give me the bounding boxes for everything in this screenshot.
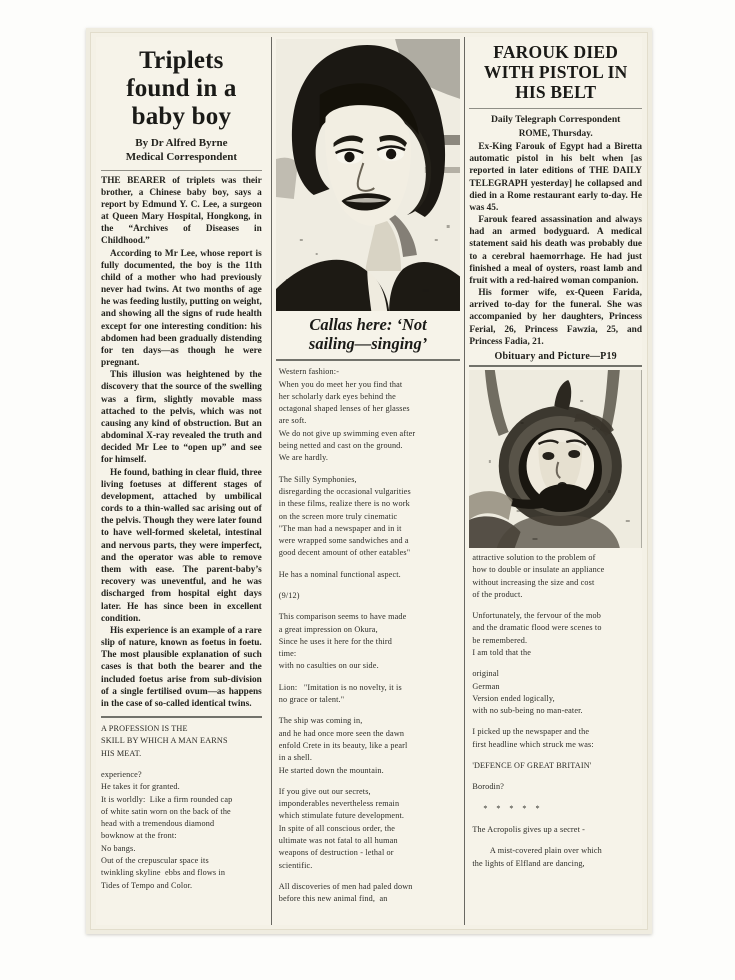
column-triplets xyxy=(96,37,267,925)
typescript-line: We are hardly. xyxy=(278,453,329,463)
typescript-line: Borodin? xyxy=(472,782,505,792)
article-body-farouk xyxy=(469,128,642,348)
typescript-line: SKILL BY WHICH A MAN EARNS xyxy=(101,736,228,746)
typescript-line: He started down the mountain. xyxy=(278,765,384,775)
typescript-line: being netted and cast on the ground. xyxy=(278,441,403,451)
typescript-line: of the product. xyxy=(472,589,523,599)
typescript-line: disregarding the occasional vulgarities xyxy=(278,486,411,496)
typescript-line: without increasing the size and cost xyxy=(472,577,595,587)
typescript-line: This comparison seems to have made xyxy=(278,612,407,622)
typescript-line: the lights of Elfland are dancing, xyxy=(472,858,585,868)
typescript-line: He takes it for granted. xyxy=(101,782,180,792)
typescript-line xyxy=(472,717,639,726)
typescript-line xyxy=(279,465,458,474)
typescript-line: We do not give up swimming even after xyxy=(278,428,416,438)
typescript-line: The Silly Symphonies, xyxy=(278,474,357,484)
typescript-line xyxy=(279,777,458,786)
typescript-line: Lion: "Imitation is no novelty, it is xyxy=(278,682,402,692)
headline-line-3: baby boy xyxy=(131,103,232,130)
divider xyxy=(469,365,642,367)
paragraph: His former wife, ex-Queen Farida, arrived to-day for the funeral. She was accompanied by her daughters, Princess Ferial, 26, Princess Fawzia, 25, and Princess Fadia, 21. xyxy=(469,288,643,347)
typescript-line: * * * * * xyxy=(472,803,540,813)
typescript-line: and he had once more seen the dawn xyxy=(278,728,405,738)
divider xyxy=(101,170,262,171)
typescript-line: No bangs. xyxy=(101,843,136,853)
typescript-line: which stimulate future development. xyxy=(278,811,405,821)
typescript-line: ultimate was not fatal to all human xyxy=(278,836,398,846)
typescript-line: and the dramatic flood were scenes to xyxy=(472,623,602,633)
typescript-line: her scholarly dark eyes behind the xyxy=(278,391,396,401)
typescript-line: scientific. xyxy=(278,860,313,870)
typescript-line: Tides of Tempo and Color. xyxy=(101,880,193,890)
typescript-line: I am told that the xyxy=(472,647,531,657)
typescript-column1 xyxy=(101,723,262,892)
typescript-line: When you do meet her you find that xyxy=(278,379,403,389)
typescript-line: 'DEFENCE OF GREAT BRITAIN' xyxy=(472,761,592,771)
typescript-line: A mist-covered plain over which xyxy=(472,846,602,856)
typescript-line: time: xyxy=(278,649,297,659)
typescript-line: (9/12) xyxy=(278,591,300,600)
divider xyxy=(469,108,642,109)
typescript-line: a great impression on Okura, xyxy=(278,624,378,634)
typescript-line: attractive solution to the problem of xyxy=(472,552,596,562)
typescript-line: octagonal shaped lenses of her glasses xyxy=(278,404,410,414)
typescript-line: The ship was coming in, xyxy=(278,716,363,726)
paragraph: Farouk feared assassination and always had an armed bodyguard. A medical statement said his death was probably due to a cerebral haemorrhage. He had just finished a meal of oysters, roast lamb and fruit with a red-haired woman companion. xyxy=(469,215,643,286)
typescript-line: in a shell. xyxy=(278,753,313,763)
column-rule xyxy=(464,37,465,925)
typescript-line: Version ended logically, xyxy=(472,693,555,703)
typescript-line xyxy=(472,659,639,668)
typescript-line: German xyxy=(472,681,500,691)
typescript-line xyxy=(472,751,639,760)
newspaper-page xyxy=(90,32,648,930)
typescript-line xyxy=(279,602,458,611)
headline-line-1: FAROUK DIED xyxy=(493,42,619,62)
typescript-line: are soft. xyxy=(278,416,307,426)
column-rule xyxy=(271,37,272,925)
column-farouk xyxy=(469,37,642,925)
typescript-line: no grace or talent." xyxy=(278,695,345,705)
caption-line-1: Callas here: ‘Not xyxy=(309,315,427,334)
paragraph: Ex-King Farouk of Egypt had a Biretta automatic pistol in his belt when [as reported in later editions of THE DAILY TELEGRAPH yesterday] he collapsed and died in a Rome restaurant early to-day. He was 45. xyxy=(469,141,643,213)
typescript-line xyxy=(279,673,458,682)
typescript-line: with no sub-being no man-eater. xyxy=(472,706,583,716)
typescript-line: bowknow at the front: xyxy=(101,831,177,841)
typescript-line: experience? xyxy=(101,769,142,779)
photo-callas xyxy=(276,39,461,311)
divider xyxy=(276,359,461,361)
headline-farouk xyxy=(469,43,642,103)
typescript-line: of white satin worn on the back of the xyxy=(101,806,231,816)
typescript-line: Out of the crepuscular space its xyxy=(101,856,209,866)
typescript-line xyxy=(279,706,458,715)
typescript-line: how to double or insulate an appliance xyxy=(472,565,605,575)
typescript-line: HIS MEAT. xyxy=(101,748,142,758)
typescript-line xyxy=(279,560,458,569)
headline-line-2: found in a xyxy=(126,75,237,102)
typescript-line xyxy=(279,581,458,590)
paragraph: This illusion was heightened by the discovery that the source of the swelling was a firm, slightly movable mass attached to the pelvis, which was not causing any kind of obstruction. But an abdominal X-ray revealed the truth and decided Mr Lee to “open up” and see for himself. xyxy=(101,370,262,466)
divider xyxy=(101,716,262,718)
typescript-line: Unfortunately, the fervour of the mob xyxy=(472,611,602,621)
typescript-line: on the screen more truly cinematic xyxy=(278,511,398,521)
dateline: ROME, Thursday. xyxy=(518,128,593,139)
typescript-line: weapons of destruction - lethal or xyxy=(278,848,394,858)
typescript-line: head with a tremendous diamond xyxy=(101,819,215,829)
typescript-line xyxy=(472,815,639,824)
byline-author: By Dr Alfred Byrne xyxy=(135,137,228,149)
typescript-line: Western fashion:- xyxy=(278,367,340,377)
diver-helmet-halftone xyxy=(469,370,642,548)
newspaper-sheet xyxy=(96,37,642,925)
typescript-line: with no casulties on our side. xyxy=(278,661,379,671)
typescript-line: be remembered. xyxy=(472,635,528,645)
typescript-line: He has a nominal functional aspect. xyxy=(278,569,401,579)
caption-line-2: sailing—singing’ xyxy=(308,334,428,354)
typescript-line: were wrapped some sandwiches and a xyxy=(278,536,409,546)
paragraph: According to Mr Lee, whose report is fully documented, the boy is the 11th child of a mother who had previously never had twins. At two months of age he was feeding lustily, putting on weight, and showing all the signs of rude health except for one interesting condition: his abdomen had been gradually distending for ten days—as though he were pregnant. xyxy=(101,248,262,369)
typescript-line: first headline which struck me was: xyxy=(472,739,594,749)
typescript-line: twinkling skyline ebbs and flows in xyxy=(101,868,226,878)
headline-line-1: Triplets xyxy=(139,47,224,74)
typescript-line: If you give out our secrets, xyxy=(278,786,371,796)
byline-triplets xyxy=(101,137,262,165)
typescript-line: original xyxy=(472,669,500,679)
typescript-line xyxy=(472,836,639,845)
obituary-pointer: Obituary and Picture—P19 xyxy=(494,350,617,362)
byline-role: Medical Correspondent xyxy=(125,150,238,163)
photo-diver xyxy=(469,370,642,548)
typescript-line xyxy=(472,601,639,610)
typescript-line: A PROFESSION IS THE xyxy=(101,724,188,734)
typescript-line xyxy=(101,760,262,769)
typescript-line: enfold Crete in its beauty, like a pearl xyxy=(278,740,408,750)
typescript-line xyxy=(472,772,639,781)
typescript-line: The Acropolis gives up a secret - xyxy=(472,824,586,834)
paragraph: THE BEARER of triplets was their brother, a Chinese baby boy, says a report by Edmund Y. C. Lee, a surgeon at Queen Mary Hospital, Hongkong, in the “Archives of Diseases in Childhood.” xyxy=(101,175,262,247)
column-callas xyxy=(276,37,461,925)
typescript-line: "The man had a newspaper and in it xyxy=(278,523,402,533)
typescript-line: good decent amount of other eatables" xyxy=(278,548,411,558)
typescript-line: in these films, realize there is no work xyxy=(278,499,410,509)
typescript-line xyxy=(472,794,639,803)
typescript-line: In spite of all conscious order, the xyxy=(278,823,396,833)
typescript-column3 xyxy=(469,548,642,870)
headline-triplets xyxy=(101,47,262,131)
typescript-line: It is worldly: Like a firm rounded cap xyxy=(101,794,233,804)
caption-callas xyxy=(276,315,461,353)
callas-halftone xyxy=(276,39,461,311)
typescript-line: All discoveries of men had paled down xyxy=(278,881,413,891)
typescript-line: I picked up the newspaper and the xyxy=(472,727,590,737)
typescript-column2 xyxy=(276,366,461,905)
paragraph: He found, bathing in clear fluid, three living foetuses at different stages of development, attached by umbilical cords to a thin-walled sac arising out of the pelvis. Though they were later found to have well-formed skeletal, intestinal and nervous parts, they were imperfect, and the operator was able to remove them with ease. The parent-baby’s recovery was uneventful, and he was discharged from hospital eight days later. He has since been in excellent condition. xyxy=(101,467,262,624)
paragraph: His experience is an example of a rare slip of nature, known as foetus in foetu. The most plausible explanation of such cases is that both the bearer and the included foetus arise from sub-division of a single fertilised ovum—as happens in the case of so-called identical twins. xyxy=(101,625,262,709)
typescript-line: imponderables nevertheless remain xyxy=(278,799,400,809)
headline-line-3: HIS BELT xyxy=(515,81,597,102)
typescript-line xyxy=(279,872,458,881)
article-body-triplets xyxy=(101,175,262,711)
typescript-line: before this new animal find, an xyxy=(278,894,388,904)
headline-line-2: WITH PISTOL IN xyxy=(483,61,628,82)
correspondent-line: Daily Telegraph Correspondent xyxy=(491,113,621,125)
typescript-line: Since he uses it here for the third xyxy=(278,636,393,646)
